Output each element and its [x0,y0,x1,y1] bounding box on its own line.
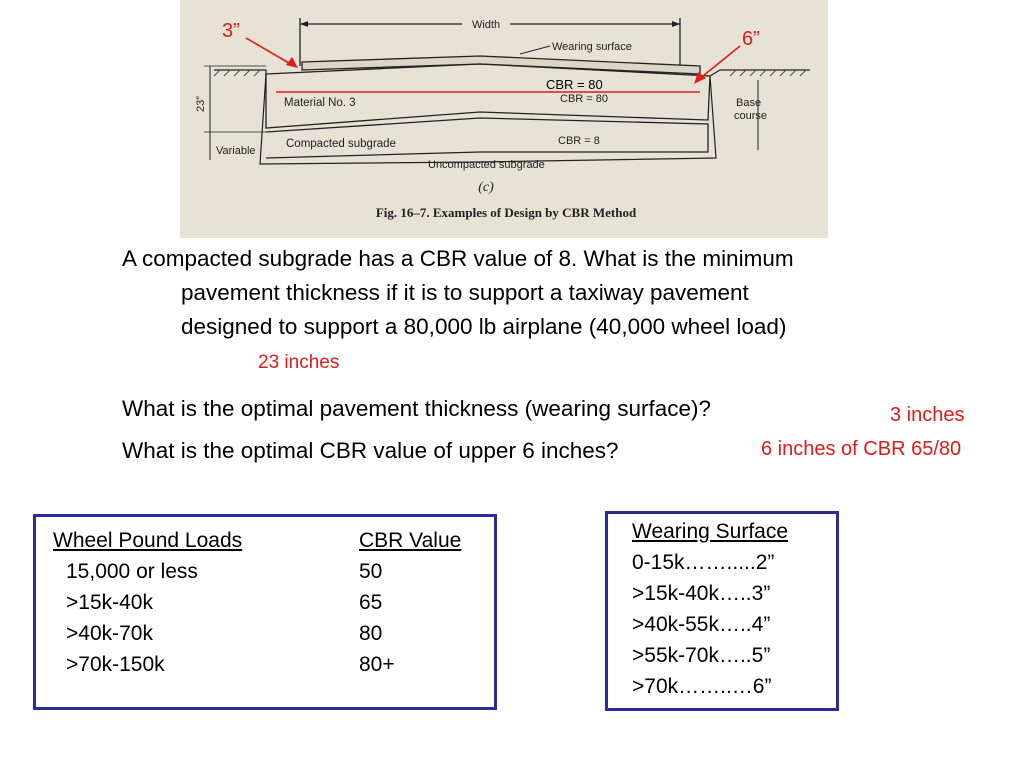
question-1-line-2: pavement thickness if it is to support a taxiway pavement [181,280,749,305]
question-3: What is the optimal CBR value of upper 6 inches? [122,438,619,463]
figure-subcaption: (c) [478,180,494,195]
question-1-line-3: designed to support a 80,000 lb airplane (40,000 wheel load) [181,314,787,339]
pavement-diagram [180,0,828,238]
table-row-cbr: 65 [359,591,383,614]
wearing-row: >40k-55k…..4” [632,613,771,636]
cbr-8-label: CBR = 8 [558,135,600,147]
header-wearing-surface: Wearing Surface [632,520,789,543]
wearing-row: >55k-70k…..5” [632,644,771,667]
answer-2: 3 inches [890,404,965,426]
width-arrow-right [672,21,680,27]
compacted-subgrade-label: Compacted subgrade [286,138,396,150]
wearing-row: >15k-40k…..3” [632,582,771,605]
pavement-cross-section-figure [180,0,828,238]
arrow-3in [246,38,294,66]
ground-hatch [214,70,806,76]
wearing-row: >70k……..…6” [632,675,772,698]
uncompacted-subgrade-label: Uncompacted subgrade [428,159,545,171]
cbr-80-overlay-label: CBR = 80 [546,77,603,92]
width-label: Width [471,19,501,31]
arrow-6in [698,46,740,80]
answer-1: 23 inches [258,352,340,373]
base-course-label-1: Base [736,97,762,109]
cbr-80-scan-label: CBR = 80 [560,93,608,105]
callout-3-inch: 3” [222,20,240,42]
wearing-surface-label: Wearing surface [552,41,632,53]
table-row-load: >70k-150k [66,653,165,676]
table-row-cbr: 80 [359,622,383,645]
table-row-load: >40k-70k [66,622,153,645]
base-course-label-2: course [734,110,768,122]
callout-6-inch: 6” [742,28,760,50]
wearing-surface-pointer [520,46,550,54]
table-row-cbr: 80+ [359,653,395,676]
dim-variable-label: Variable [216,145,256,157]
width-arrow-left [300,21,308,27]
table-row-load: >15k-40k [66,591,153,614]
figure-caption: Fig. 16–7. Examples of Design by CBR Method [375,205,637,220]
table-row-cbr: 50 [359,560,383,583]
header-cbr-value: CBR Value [359,529,462,552]
wearing-row: 0-15k…….....2” [632,551,775,574]
table-row-load: 15,000 or less [66,560,198,583]
dim-23-label: 23” [195,96,207,112]
ground-line [214,70,810,76]
material-no-3-label: Material No. 3 [284,97,356,109]
cbr-value-table [33,514,497,710]
question-2: What is the optimal pavement thickness (wearing surface)? [122,396,712,421]
answer-3: 6 inches of CBR 65/80 [761,438,962,460]
question-1-line-1: A compacted subgrade has a CBR value of 8. What is the minimum [122,246,794,271]
trench-outline [260,74,716,164]
header-wheel-pound-loads: Wheel Pound Loads [53,529,243,552]
wearing-surface-table [605,511,839,711]
